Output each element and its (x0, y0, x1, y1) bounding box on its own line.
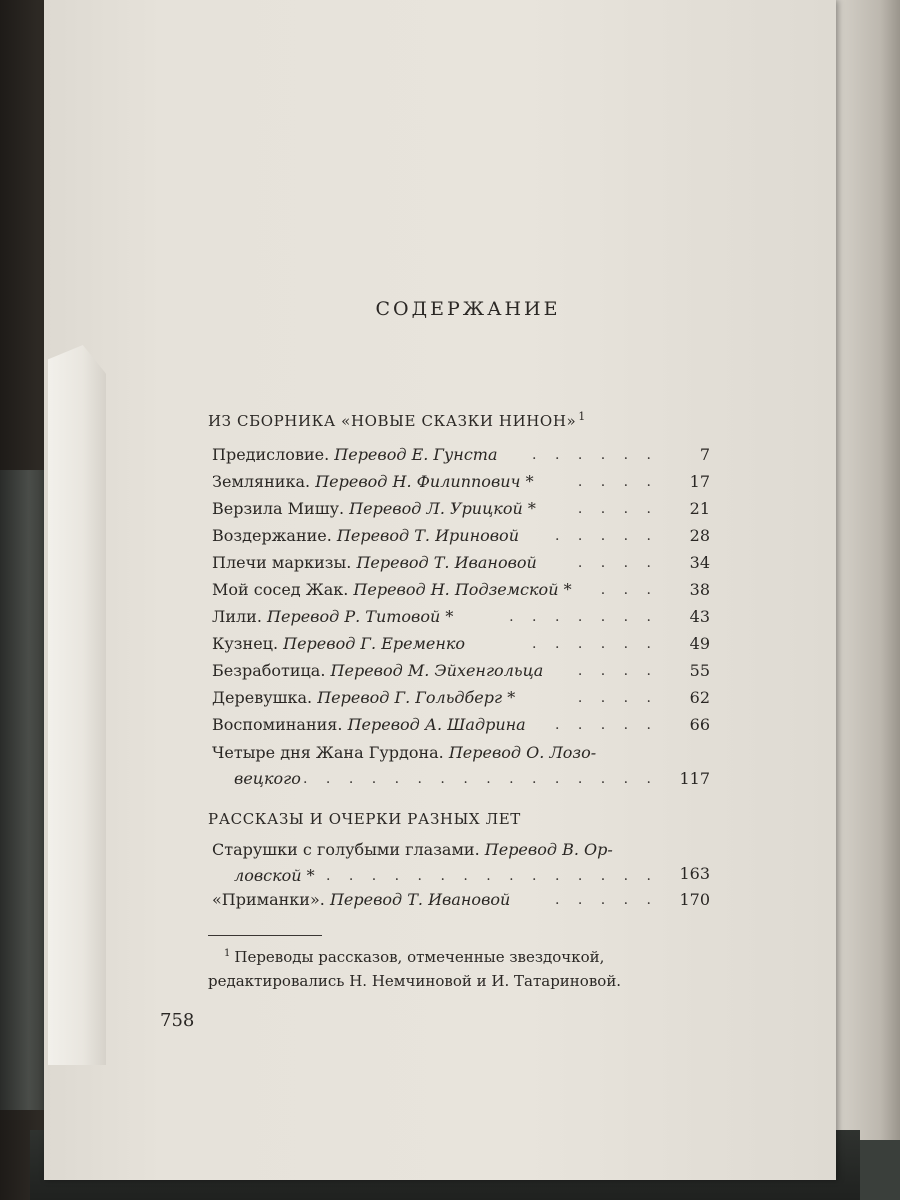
section-title: ИЗ СБОРНИКА «НОВЫЕ СКАЗКИ НИНОН» (208, 412, 577, 430)
entry-page: 55 (689, 661, 710, 680)
entry-text (212, 743, 596, 762)
entry-page: 66 (689, 715, 710, 734)
entry-translator: Перевод Г. Гольдберг * (317, 688, 516, 707)
section-heading-1 (208, 410, 586, 430)
entry-translator: Перевод Н. Подземской * (353, 580, 572, 599)
entry-text (212, 634, 465, 653)
toc-entry (212, 743, 710, 799)
leader-dots: . . . . (577, 501, 658, 517)
paper-strip (48, 345, 106, 1065)
entry-title: Предисловие. (212, 445, 330, 464)
leader-dots: . . . (600, 582, 658, 598)
toc-entry (212, 607, 710, 637)
entry-title: Лили. (212, 607, 262, 626)
entry-translator: Перевод А. Шадрина (347, 715, 526, 734)
toc-entry (212, 840, 710, 896)
leader-dots: . . . . . . (532, 447, 658, 463)
leader-dots: . . . . (577, 474, 658, 490)
entry-translator: Перевод Л. Урицкой * (349, 499, 536, 518)
leader-dots: . . . . . (554, 717, 658, 733)
entry-text (212, 499, 536, 518)
entry-title: Воздержание. (212, 526, 332, 545)
toc-entry (212, 715, 710, 745)
entry-translator: Перевод О. Лозо- (448, 743, 597, 762)
toc-entry (212, 688, 710, 718)
entry-text (212, 715, 526, 734)
entry-translator-cont: вецкого (234, 769, 301, 788)
entry-translator: Перевод Т. Ириновой (336, 526, 519, 545)
entry-text (212, 553, 537, 572)
toc-entry (212, 634, 710, 664)
entry-translator: Перевод Е. Гунста (334, 445, 498, 464)
footnote-mark: 1 (578, 410, 586, 423)
toc-entry (212, 526, 710, 556)
leader-dots: . . . . . (554, 528, 658, 544)
toc-entry (212, 890, 710, 920)
leader-dots: . . . . (577, 663, 658, 679)
footnote (208, 942, 708, 993)
entry-translator: Перевод Р. Титовой * (267, 607, 454, 626)
entry-text (212, 607, 453, 626)
entry-title: Верзила Мишу. (212, 499, 345, 518)
footnote-text-1: Переводы рассказов, отмеченные звездочкой, (234, 948, 605, 966)
toc-entry (212, 472, 710, 502)
section-title: РАССКАЗЫ И ОЧЕРКИ РАЗНЫХ ЛЕТ (208, 810, 521, 828)
entry-title: Плечи маркизы. (212, 553, 352, 572)
entry-page: 17 (689, 472, 710, 491)
entry-text (212, 840, 613, 859)
entry-title: Деревушка. (212, 688, 313, 707)
entry-translator: Перевод Н. Филиппович * (315, 472, 534, 491)
leader-dots: . . . . . . . (509, 609, 658, 625)
entry-page: 49 (689, 634, 710, 653)
entry-text (212, 688, 515, 707)
footnote-text-2: редактировались Н. Немчиновой и И. Татариновой. (208, 972, 622, 990)
leader-dots: . . . . . (554, 892, 658, 908)
entry-page: 117 (679, 769, 710, 788)
leader-dots: . . . . (577, 555, 658, 571)
entry-translator: Перевод Т. Ивановой (329, 890, 511, 909)
entry-title: «Приманки». (212, 890, 325, 909)
leader-dots: . . . . . . (532, 636, 658, 652)
entry-text (212, 890, 510, 909)
entry-title: Безработица. (212, 661, 326, 680)
toc-entry (212, 661, 710, 691)
entry-title: Земляника. (212, 472, 311, 491)
toc-entry (212, 499, 710, 529)
entry-page: 170 (679, 890, 710, 909)
entry-page: 21 (689, 499, 710, 518)
page-number: 758 (160, 1010, 195, 1031)
entry-translator: Перевод Т. Ивановой (356, 553, 537, 572)
toc-entry (212, 553, 710, 583)
section-heading-2 (208, 810, 521, 828)
leader-dots: . . . . . . . . . . . . . . . (325, 868, 658, 884)
book-cover-edge (0, 470, 48, 1110)
entry-page: 163 (679, 864, 710, 883)
entry-text (212, 580, 572, 599)
entry-page: 28 (689, 526, 710, 545)
footnote-line-1 (208, 942, 708, 969)
entry-page: 7 (699, 445, 710, 464)
footnote-mark: 1 (224, 948, 231, 959)
toc-entry (212, 580, 710, 610)
entry-page: 43 (689, 607, 710, 626)
entry-title: Четыре дня Жана Гурдона. (212, 743, 444, 762)
entry-title: Воспоминания. (212, 715, 343, 734)
toc-entry (212, 445, 710, 475)
entry-page: 34 (689, 553, 710, 572)
entry-page: 38 (689, 580, 710, 599)
entry-translator: Перевод Г. Еременко (283, 634, 466, 653)
entry-translator: Перевод В. Ор- (484, 840, 613, 859)
entry-translator: Перевод М. Эйхенгольца (330, 661, 544, 680)
entry-text (212, 445, 498, 464)
entry-title: Мой сосед Жак. (212, 580, 349, 599)
entry-text (212, 661, 543, 680)
leader-dots: . . . . . . . . . . . . . . . . (303, 771, 658, 787)
leader-dots: . . . . (577, 690, 658, 706)
entry-text (212, 472, 534, 491)
entry-text (212, 526, 519, 545)
entry-translator-cont: ловской * (234, 866, 315, 885)
entry-title: Старушки с голубыми глазами. (212, 840, 480, 859)
footnote-rule (208, 935, 322, 936)
entry-title: Кузнец. (212, 634, 279, 653)
entry-page: 62 (689, 688, 710, 707)
contents-heading: СОДЕРЖАНИЕ (375, 298, 561, 320)
